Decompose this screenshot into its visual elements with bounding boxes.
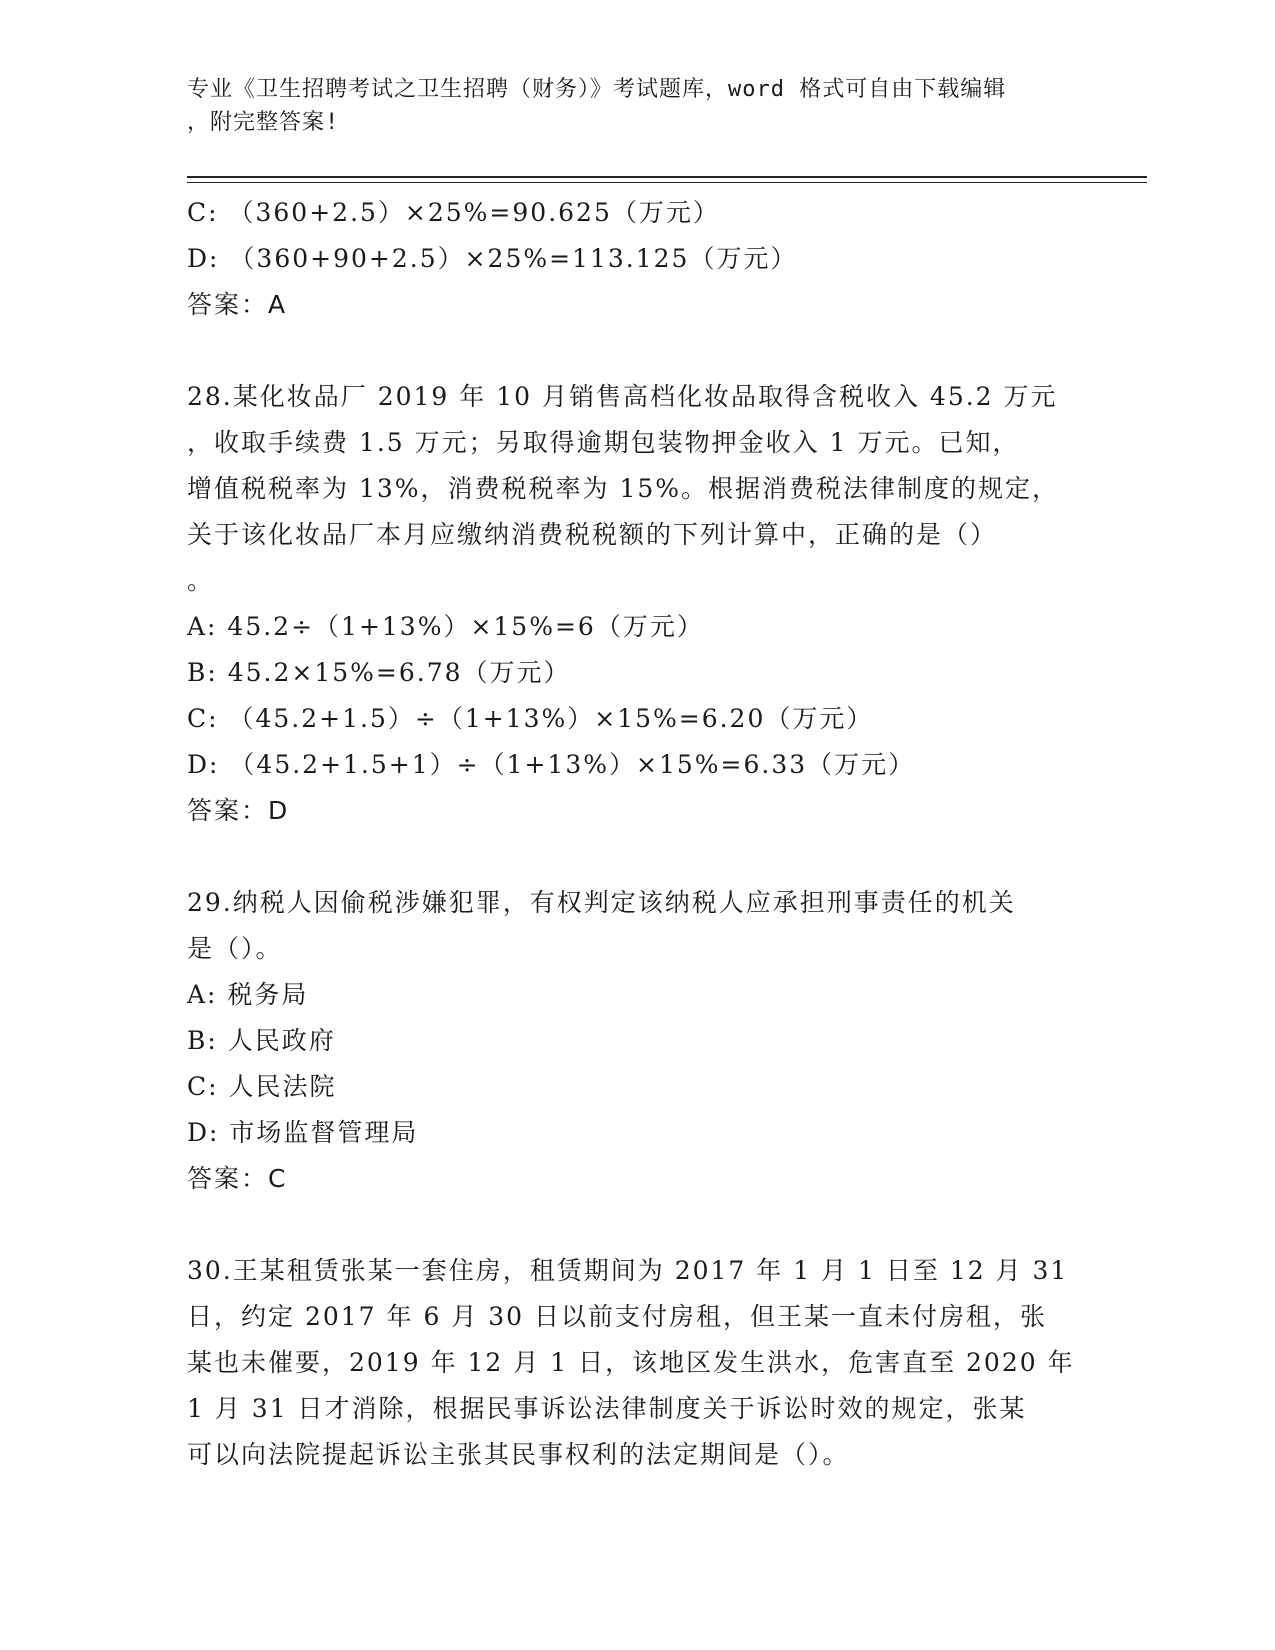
document-header	[187, 73, 1087, 139]
header-rule	[187, 176, 1147, 178]
question-text-line: 关于该化妆品厂本月应缴纳消费税税额的下列计算中，正确的是（）	[187, 520, 998, 549]
option-b: B: 45.2×15%=6.78（万元）	[187, 658, 571, 687]
answer: 答案：A	[187, 290, 288, 319]
question-28	[187, 374, 1087, 834]
question-text-line: 某也未催要，2019 年 12 月 1 日，该地区发生洪水，危害直至 2020 年	[187, 1348, 1075, 1377]
question-text-line: 日，约定 2017 年 6 月 30 日以前支付房租，但王某一直未付房租，张	[187, 1302, 1048, 1331]
header-rule-thin	[187, 182, 1147, 183]
question-30	[187, 1248, 1087, 1478]
question-text-line: 。	[187, 566, 215, 595]
prev-question	[187, 190, 1087, 328]
option-c: C: （45.2+1.5）÷（1+13%）×15%=6.20（万元）	[187, 704, 874, 733]
question-list	[187, 190, 1087, 1478]
question-text-line: 1 月 31 日才消除，根据民事诉讼法律制度关于诉讼时效的规定，张某	[187, 1394, 1027, 1423]
question-text-line: 29.纳税人因偷税涉嫌犯罪，有权判定该纳税人应承担刑事责任的机关	[187, 888, 1016, 917]
option-d: D: （360+90+2.5）×25%=113.125（万元）	[187, 244, 798, 273]
option-c: C: 人民法院	[187, 1072, 337, 1101]
header-line-1: 专业《卫生招聘考试之卫生招聘（财务）》考试题库，word 格式可自由下载编辑	[187, 77, 1007, 102]
option-c: C: （360+2.5）×25%=90.625（万元）	[187, 198, 720, 227]
question-text-line: 是（）。	[187, 934, 283, 963]
option-a: A: 45.2÷（1+13%）×15%=6（万元）	[187, 612, 704, 641]
header-line-2: ，附完整答案!	[187, 110, 340, 135]
question-text-line: 增值税税率为 13%，消费税税率为 15%。根据消费税法律制度的规定，	[187, 474, 1060, 503]
question-text-line: 30.王某租赁张某一套住房，租赁期间为 2017 年 1 月 1 日至 12 月 31	[187, 1256, 1069, 1285]
question-text-line: 可以向法院提起诉讼主张其民事权利的法定期间是（）。	[187, 1440, 850, 1469]
question-text-line: ，收取手续费 1.5 万元；另取得逾期包装物押金收入 1 万元。已知，	[187, 428, 1020, 457]
answer: 答案：D	[187, 796, 290, 825]
option-d: D: 市场监督管理局	[187, 1118, 419, 1147]
question-text-line: 28.某化妆品厂 2019 年 10 月销售高档化妆品取得含税收入 45.2 万元	[187, 382, 1058, 411]
option-d: D: （45.2+1.5+1）÷（1+13%）×15%=6.33（万元）	[187, 750, 916, 779]
option-b: B: 人民政府	[187, 1026, 336, 1055]
answer: 答案：C	[187, 1164, 288, 1193]
option-a: A: 税务局	[187, 980, 309, 1009]
question-29	[187, 880, 1087, 1202]
